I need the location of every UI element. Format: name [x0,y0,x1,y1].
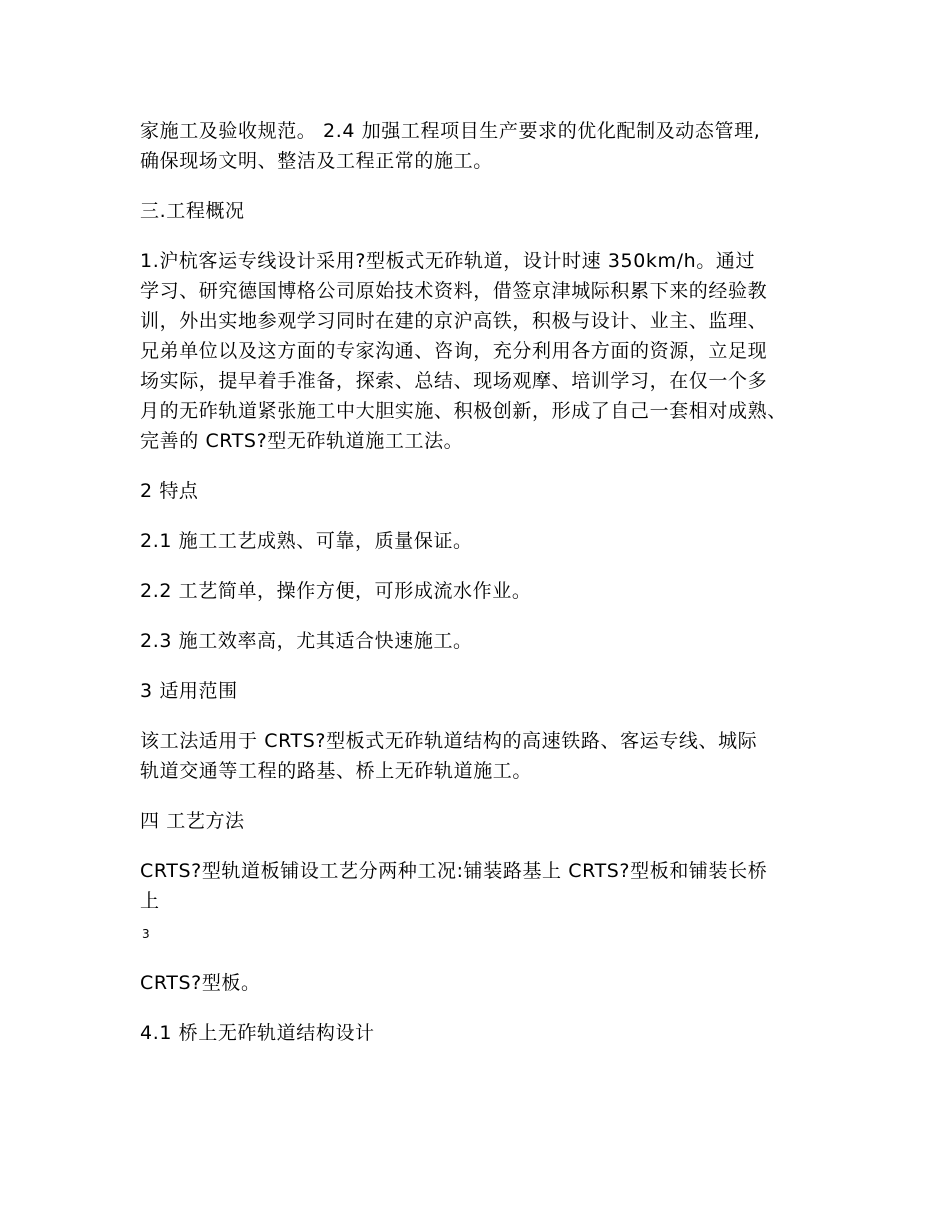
paragraph-process-method-detail [140,856,830,916]
text-line: 2.2 工艺简单，操作方便，可形成流水作业。 [140,580,532,602]
text-line: 场实际，提早着手准备，探索、总结、现场观摩、培训学习，在仅一个多 [140,370,768,392]
text-line: 确保现场文明、整洁及工程正常的施工。 [140,150,493,172]
section-heading-scope [140,676,830,706]
paragraph-overview-detail [140,246,830,456]
text-line: 该工法适用于 CRTS?型板式无砟轨道结构的高速铁路、客运专线、城际 [140,730,758,752]
paragraph-feature-2-1 [140,526,830,556]
section-heading-features [140,476,830,506]
paragraph-scope-detail [140,726,830,786]
heading-text: 2 特点 [140,480,199,502]
text-line: 1.沪杭客运专线设计采用?型板式无砟轨道，设计时速 350km/h。通过 [140,250,756,272]
page-number: 3 [142,927,150,941]
document-body [140,116,830,1068]
heading-text: 3 适用范围 [140,680,238,702]
section-heading-process-method [140,806,830,836]
text-line: 家施工及验收规范。 2.4 加强工程项目生产要求的优化配制及动态管理, [140,120,761,142]
text-line: CRTS?型板。 [140,972,261,994]
text-line: 训，外出实地参观学习同时在建的京沪高铁，积极与设计、业主、监理、 [140,310,768,332]
heading-text: 四 工艺方法 [140,810,245,832]
text-line: 月的无砟轨道紧张施工中大胆实施、积极创新，形成了自己一套相对成熟、 [140,400,787,422]
heading-text: 三.工程概况 [140,200,245,222]
text-line: 兄弟单位以及这方面的专家沟通、咨询，充分利用各方面的资源，立足现 [140,340,768,362]
paragraph-continued-crts-slab [140,968,830,998]
heading-text: 4.1 桥上无砟轨道结构设计 [140,1022,375,1044]
text-line: 轨道交通等工程的路基、桥上无砟轨道施工。 [140,760,533,782]
text-line: 2.3 施工效率高，尤其适合快速施工。 [140,630,473,652]
text-line: 学习、研究德国博格公司原始技术资料，借签京津城际积累下来的经验教 [140,280,768,302]
section-heading-bridge-structure-design [140,1018,830,1048]
paragraph-acceptance-specification [140,116,830,176]
text-line: 上 [140,890,160,912]
text-line: 完善的 CRTS?型无砟轨道施工工法。 [140,430,464,452]
section-heading-project-overview [140,196,830,226]
text-line: CRTS?型轨道板铺设工艺分两种工况:铺装路基上 CRTS?型板和铺装长桥 [140,860,768,882]
paragraph-feature-2-2 [140,576,830,606]
text-line: 2.1 施工工艺成熟、可靠，质量保证。 [140,530,473,552]
paragraph-feature-2-3 [140,626,830,656]
